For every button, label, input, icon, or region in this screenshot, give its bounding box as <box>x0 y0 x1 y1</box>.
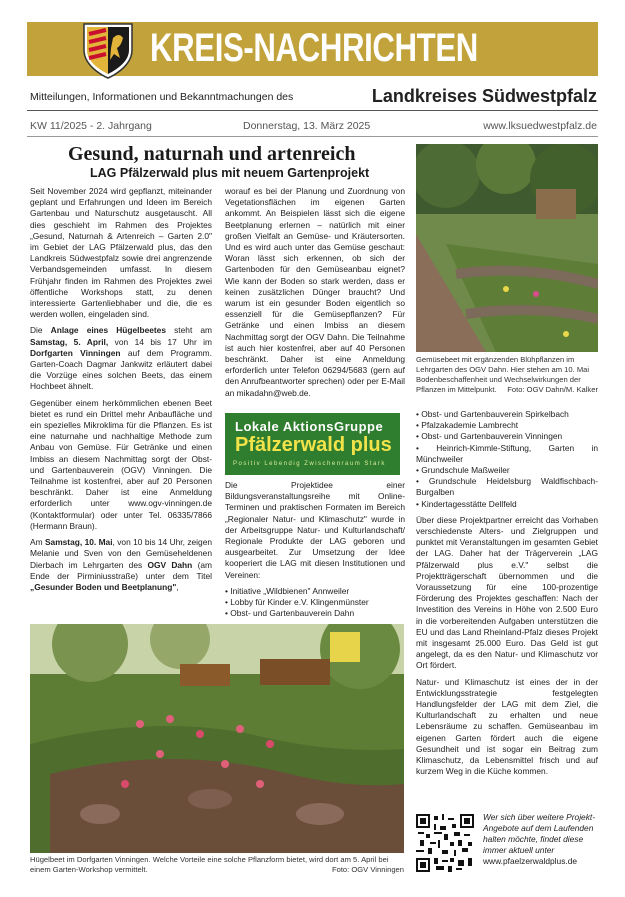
list-item: • Heinrich-Kimmle-Stiftung, Garten in Münchweiler <box>416 442 598 464</box>
article-column-2b <box>225 480 405 619</box>
article-headline: Gesund, naturnah und artenreich <box>68 143 356 165</box>
partner-list <box>225 586 405 620</box>
header-divider <box>27 110 598 111</box>
masthead-subtitle: Mitteilungen, Informationen und Bekanntmachungen des <box>30 91 294 103</box>
paragraph: Am Samstag, 10. Mai, von 10 bis 14 Uhr, zeigen Melanie und Sven von den Gemüseheldenen Dierbach im Lehrgarten des OGV Dahn (am Ende der Pirminiusstraße) unter dem Titel „Gesunder Boden und Beetplanung", <box>30 537 213 592</box>
list-item: • Kindertagesstätte Dellfeld <box>416 498 517 509</box>
garden-bed-photo <box>416 144 598 352</box>
logo-tagline: Positiv Lebendig Zwischenraum Stark <box>233 461 386 467</box>
qr-url-link[interactable]: www.pfaelzerwaldplus.de <box>483 856 578 866</box>
meta-divider <box>27 136 598 137</box>
logo-line-2: Pfälzerwald plus <box>235 434 392 456</box>
list-item: • Pfalzakademie Lambrecht <box>416 420 519 431</box>
paragraph: Die Projektidee einer Bildungsveranstaltungsreihe mit Online-Terminen und praktischen Formaten im Bereich „Regionaler Natur- und Klimaschutz" wurde in der Arbeitsgruppe Natur- und Kulturlandschaft/ Regionale Produkte der LAG geboren und ausgearbeitet. Zur Umsetzung der Idee kooperiert die LAG mit diesen Institutionen und Vereinen: <box>225 480 405 580</box>
issue-number: KW 11/2025 - 2. Jahrgang <box>30 120 152 132</box>
qr-info-text: Wer sich über weitere Projekt-Angebote auf dem Laufenden halten möchte, findet diese immer aktuell unter www.pfaelzerwaldplus.de <box>483 812 596 866</box>
paragraph: Gegenüber einem herkömmlichen ebenen Beet bietet es rund ein Drittel mehr Anbaufläche und ein spezielles Mikroklima für die Pflanzen. Es ist eine naturnahe und nachhaltige Methode zum Anbau von Gemüse. Für Getränke und einen Imbiss an diesem Nachmittag sorgt der Obst- und Gartenbauverein (OGV) Vinningen. Die Teilnahme ist kostenfrei, aber auf 20 Personen beschränkt. Daher ist eine Anmeldung erforderlich unter www.ogv-vinningen.de (Kontaktformular) oder unter Tel. 06335/7866 (Hermann Braun). <box>30 397 212 531</box>
district-crest-icon <box>80 20 136 82</box>
masthead-title: KREIS-NACHRICHTEN <box>150 26 478 70</box>
qr-code-icon[interactable] <box>416 814 474 872</box>
top-photo-credit: Foto: OGV Dahn/M. Kalker <box>507 385 598 394</box>
article-column-1 <box>30 186 212 598</box>
list-item: • Grundschule Maßweiler <box>416 465 510 476</box>
paragraph: Seit November 2024 wird gepflanzt, miteinander geplant und Erfahrungen und Ideen im Bereich Gartenbau und Naturschutz ausgetauscht. All dies geschieht im Rahmen des Projektes „Gesund, Naturnah & Artenreich – Garten 2.0" im Gebiet der LAG Pfälzerwald plus, das den Landkreis Südwestpfalz sowie drei angrenzende Verbandsgemeinden umfasst. In diesem Frühjahr finden im Rahmen des Projektes zwei öffentliche Workshops statt, zu denen interessierte Gartenliebhaber und die, die es werden wollen, eingeladen sind. <box>30 186 212 320</box>
lag-logo <box>225 413 400 475</box>
paragraph: worauf es bei der Planung und Zuordnung von Vegetationsflächen im eigenen Garten ankommt. An Beispielen lässt sich die eigene Beetplanung erlernen – natürlich mit einer großen Vielfalt an Gemüse- und Kräutersorten. Und es wird auch unter das Gemüse geschaut: Woran lässt sich erkennen, ob sich der Gartenboden für den Gemüseanbau eignet? Wie kann der Boden so stark werden, dass er keinen zusätzlichen Dünger braucht? Und warum ist ein gesunder Boden eigentlich so essenziell für die Gemüsepflanzen? Für Getränke und einen Imbiss an diesem Nachmittag sorgt der OGV Dahn. Die Teilnahme ist auch hier kostenfrei, aber auf 40 Personen beschränkt. Daher ist eine Anmeldung erforderlich unter Telefon 06294/5683 (gern auf den Anrufbeantworter sprechen) oder per E-Mail an mikadahn@web.de. <box>225 186 405 398</box>
bottom-photo-caption: Hügelbeet im Dorfgarten Vinningen. Welche Vorteile eine solche Pflanzform bietet, wird dort am 5. April bei einem Garten-Workshop vermittelt. <box>30 855 389 874</box>
masthead-district: Landkreises Südwestpfalz <box>371 86 597 106</box>
bottom-photo-credit: Foto: OGV Vinningen <box>331 865 404 874</box>
list-item: • Lobby für Kinder e.V. Klingenmünster <box>225 597 369 608</box>
list-item: • Obst- und Gartenbauverein Dahn <box>225 608 355 619</box>
top-photo-caption: Gemüsebeet mit ergänzenden Blühpflanzen im Lehrgarten des OGV Dahn. Hier stehen am 10. Mai Bodenbeschaffenheit und Wechselwirkungen der Pflanzen im Mittelpunkt. <box>416 355 590 394</box>
paragraph: Natur- und Klimaschutz ist eines der in der Entwicklungsstrategie festgelegten Handlungsfelder der LAG mit dem Ziel, die Kulturlandschaft zu erhalten und neue Lebensräume zu schaffen. Gemüseanbau im eigenen Garten fördert auch die eigene Gesundheit und ist sogar ein Beitrag zum Klimaschutz, da Lebensmittel frisch und auf kurzem Weg in die Küche kommen. <box>416 676 598 777</box>
article-column-2 <box>225 186 405 404</box>
list-item: • Initiative „Wildbienen" Annweiler <box>225 585 350 596</box>
website-link[interactable]: www.lksuedwestpfalz.de <box>483 120 597 132</box>
paragraph: Die Anlage eines Hügelbeetes steht am Samstag, 5. April, von 14 bis 17 Uhr im Dorfgarten Vinningen auf dem Programm. Garten-Coach Dagmar Jankwitz erläutert dabei die Vorzüge eines solchen Beets, das einem Hochbeet ähnelt. <box>30 325 213 392</box>
list-item: • Grundschule Heidelsburg Waldfischbach-Burgalben <box>416 476 598 498</box>
article-subheadline: LAG Pfälzerwald plus mit neuem Gartenprojekt <box>90 166 370 180</box>
list-item: • Obst- und Gartenbauverein Vinningen <box>416 431 563 442</box>
partner-list-continued <box>416 409 598 510</box>
list-item: • Obst- und Gartenbauverein Spirkelbach <box>416 409 569 419</box>
hugelbeet-photo <box>30 624 404 853</box>
logo-line-1: Lokale AktionsGruppe <box>235 419 384 434</box>
paragraph: Über diese Projektpartner erreicht das Vorhaben verschiedenste Alters- und Zielgruppen und punktet mit Veranstaltungen im gesamten Gebiet der LAG. Daher hat der Trägerverein „LAG Pfälzerwald plus e.V." selbst die Projektträgerschaft übernommen und die Voraussetzung für eine 100-prozentige Förderung des Projektes geschaffen: Nach der Investition des Vereins in Höhe von 2.500 Euro in die vorbereitenden Aufgaben unterstützen die EU und das Land Rheinland-Pfalz dieses Projekt mit insgesamt 25.000 Euro. Das Geld ist gut angelegt, da es den Natur- und Klimaschutz vor Ort fördert. <box>416 514 598 671</box>
article-column-3 <box>416 409 598 783</box>
issue-date: Donnerstag, 13. März 2025 <box>243 120 371 132</box>
